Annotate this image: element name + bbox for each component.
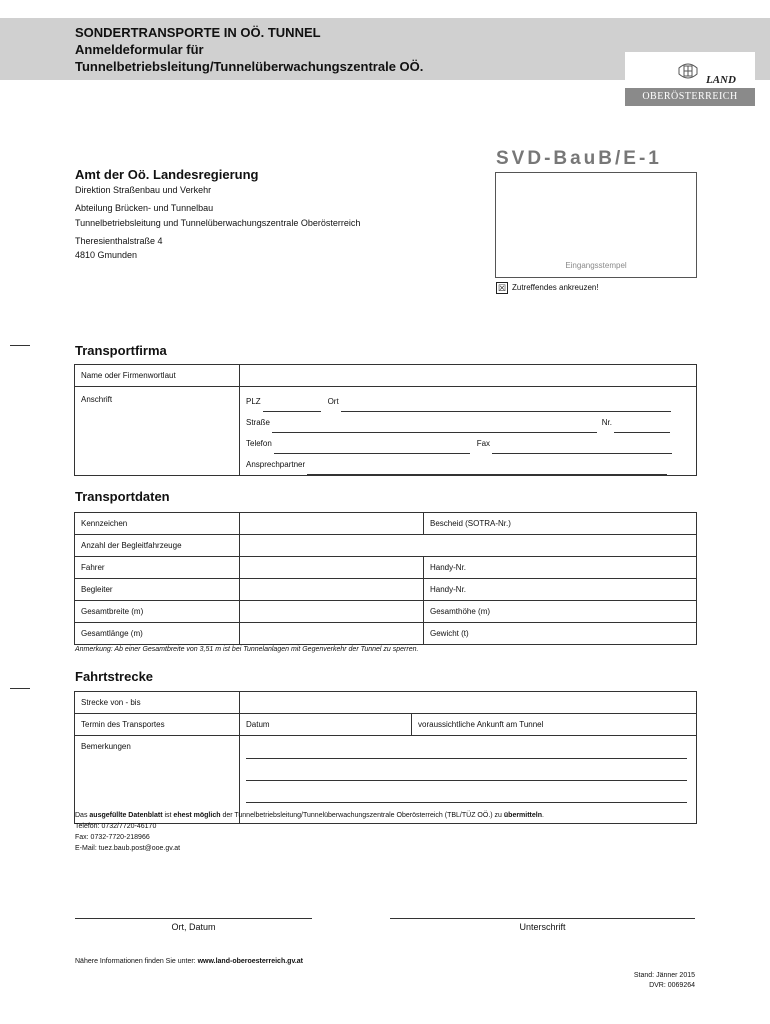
- logo-land-text: LAND: [706, 74, 736, 86]
- authority-line: Tunnelbetriebsleitung und Tunnelüberwachungszentrale Oberösterreich: [75, 218, 361, 228]
- telefon-label: Telefon: [246, 439, 272, 448]
- label-termin: Termin des Transportes: [75, 714, 240, 736]
- strasse-label: Straße: [246, 418, 271, 427]
- contact-telefon: Telefon: 0732/7720-46170: [75, 823, 157, 830]
- checkbox-label: Zutreffendes ankreuzen!: [512, 283, 599, 292]
- label-handy-begleiter[interactable]: Handy-Nr.: [424, 579, 697, 601]
- label-begleitfahrzeuge: Anzahl der Begleitfahrzeuge: [75, 535, 240, 557]
- info-text: der Tunnelbetriebsleitung/Tunnelüberwachungszentrale Oberösterreich (TBL/TÜZ OÖ.) zu: [220, 812, 504, 819]
- label-bescheid[interactable]: Bescheid (SOTRA-Nr.): [424, 513, 697, 535]
- fahrtstrecke-table: [74, 691, 697, 824]
- begleiter-field[interactable]: [240, 579, 424, 601]
- info-bold: übermitteln: [503, 812, 543, 819]
- form-code: SVD-BauB/E-1: [496, 148, 662, 169]
- transportdaten-table: [74, 512, 697, 645]
- submission-info: [75, 812, 544, 819]
- label-begleiter: Begleiter: [75, 579, 240, 601]
- more-info: [75, 958, 303, 965]
- label-strecke: Strecke von - bis: [75, 692, 240, 714]
- authority-line: Theresienthalstraße 4: [75, 236, 163, 246]
- label-handy-fahrer[interactable]: Handy-Nr.: [424, 557, 697, 579]
- label-gesamtbreite: Gesamtbreite (m): [75, 601, 240, 623]
- more-info-text: Nähere Informationen finden Sie unter:: [75, 958, 198, 965]
- address-block: [240, 387, 697, 476]
- unterschrift-label: Unterschrift: [519, 922, 566, 932]
- logo-region-band: [625, 88, 755, 106]
- strasse-field[interactable]: [272, 423, 597, 433]
- authority-line: Direktion Straßenbau und Verkehr: [75, 185, 212, 195]
- signature-line-right[interactable]: [390, 918, 695, 919]
- transportfirma-table: [74, 364, 697, 476]
- label-anschrift: Anschrift: [75, 387, 240, 476]
- info-text: .: [542, 812, 544, 819]
- section-title-transportdaten: Transportdaten: [75, 489, 170, 504]
- label-gesamtlaenge: Gesamtlänge (m): [75, 623, 240, 645]
- section-title-fahrtstrecke: Fahrtstrecke: [75, 669, 154, 684]
- label-gesamthoehe[interactable]: Gesamthöhe (m): [424, 601, 697, 623]
- strecke-field[interactable]: [240, 692, 697, 714]
- crest-icon: [675, 60, 701, 84]
- label-kennzeichen: Kennzeichen: [75, 513, 240, 535]
- telefon-field[interactable]: [274, 444, 470, 454]
- fold-mark: [10, 345, 30, 346]
- ansprechpartner-field[interactable]: [307, 465, 667, 475]
- ansprechpartner-label: Ansprechpartner: [246, 460, 306, 469]
- width-note: Anmerkung: Ab einer Gesamtbreite von 3,51 m ist bei Tunnelanlagen mit Gegenverkehr der Tunnel zu sperren.: [75, 646, 419, 653]
- logo-region-text: OBERÖSTERREICH: [642, 91, 738, 102]
- gesamtlaenge-field[interactable]: [240, 623, 424, 645]
- fax-field[interactable]: [492, 444, 672, 454]
- form-subtitle-1: Anmeldeformular für: [75, 42, 204, 57]
- authority-line: 4810 Gmunden: [75, 250, 138, 260]
- begleitfahrzeuge-field[interactable]: [240, 535, 697, 557]
- nr-label: Nr.: [601, 418, 612, 427]
- stamp-label: Eingangsstempel: [565, 261, 627, 270]
- nr-field[interactable]: [614, 423, 670, 433]
- section-title-transportfirma: Transportfirma: [75, 343, 167, 358]
- datum-field[interactable]: Datum: [240, 714, 412, 736]
- name-field[interactable]: [240, 365, 697, 387]
- form-title: SONDERTRANSPORTE IN OÖ. TUNNEL: [75, 25, 321, 40]
- ort-field[interactable]: [341, 402, 671, 412]
- fahrer-field[interactable]: [240, 557, 424, 579]
- bemerkungen-line[interactable]: [246, 739, 687, 759]
- bemerkungen-line[interactable]: [246, 781, 687, 803]
- info-text: ist: [162, 812, 174, 819]
- fax-label: Fax: [476, 439, 491, 448]
- bemerkungen-line[interactable]: [246, 759, 687, 781]
- ort-datum-label: Ort, Datum: [171, 922, 216, 932]
- more-info-link[interactable]: www.land-oberoesterreich.gv.at: [197, 958, 303, 965]
- bemerkungen-block: [240, 736, 697, 824]
- info-bold: ehest möglich: [173, 812, 221, 819]
- info-bold: ausgefüllte Datenblatt: [89, 812, 163, 819]
- label-bemerkungen: Bemerkungen: [75, 736, 240, 824]
- gesamtbreite-field[interactable]: [240, 601, 424, 623]
- checkbox-icon: ☒: [497, 283, 507, 293]
- authority-title: Amt der Oö. Landesregierung: [75, 167, 259, 182]
- ankunft-field[interactable]: voraussichtliche Ankunft am Tunnel: [412, 714, 697, 736]
- authority-line: Abteilung Brücken- und Tunnelbau: [75, 203, 214, 213]
- plz-field[interactable]: [263, 402, 321, 412]
- dvr-number: DVR: 0069264: [649, 982, 695, 989]
- label-name: Name oder Firmenwortlaut: [75, 365, 240, 387]
- plz-label: PLZ: [246, 397, 261, 406]
- label-fahrer: Fahrer: [75, 557, 240, 579]
- signature-line-left[interactable]: [75, 918, 312, 919]
- info-text: Das: [75, 812, 90, 819]
- ort-label: Ort: [327, 397, 339, 406]
- contact-fax: Fax: 0732-7720-218966: [75, 834, 150, 841]
- fold-mark: [10, 688, 30, 689]
- contact-email[interactable]: E-Mail: tuez.baub.post@ooe.gv.at: [75, 845, 181, 852]
- label-gewicht[interactable]: Gewicht (t): [424, 623, 697, 645]
- form-subtitle-2: Tunnelbetriebsleitung/Tunnelüberwachungszentrale OÖ.: [75, 59, 424, 74]
- stand-date: Stand: Jänner 2015: [633, 972, 695, 979]
- kennzeichen-field[interactable]: [240, 513, 424, 535]
